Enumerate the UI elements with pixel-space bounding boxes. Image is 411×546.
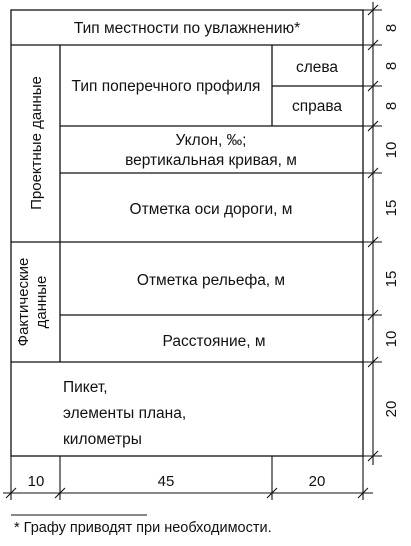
row-height-value: 8 [383,23,400,33]
slope-label-line2: вертикальная кривая, м [125,152,297,169]
terrain-mark-label: Отметка рельефа, м [136,272,286,289]
row-height-value: 8 [383,61,400,71]
row-height-dimension-chain [363,2,382,465]
road-axis-mark-label: Отметка оси дороги, м [129,201,293,218]
footnote: * Графу приводят при необходимости. [14,520,272,536]
row-height-value: 8 [383,101,400,111]
column-width-value: 10 [27,473,45,490]
picket-label-line1: Пикет, [63,379,108,396]
actual-data-group-label-line1: Фактические [15,257,32,347]
row-height-value: 10 [383,141,400,159]
design-data-group-label: Проектные данные [28,76,45,210]
cross-profile-left-label: слева [295,59,339,76]
row-height-value: 20 [383,400,400,418]
cross-profile-label: Тип поперечного профиля [71,78,261,95]
actual-data-group-label-line2: данные [33,275,50,329]
row-height-value: 15 [383,270,400,288]
picket-label-line2: элементы плана, [63,405,187,422]
row-height-value: 10 [383,330,400,348]
slope-label-line1: Уклон, ‰; [175,132,247,149]
distance-label: Расстояние, м [162,333,266,350]
column-width-value: 20 [308,473,326,490]
terrain-type-label: Тип местности по увлажнению* [73,20,301,37]
row-height-value: 15 [383,199,400,217]
picket-label-line3: километры [63,431,142,448]
column-width-value: 45 [157,473,175,490]
cross-profile-right-label: справа [291,98,343,115]
